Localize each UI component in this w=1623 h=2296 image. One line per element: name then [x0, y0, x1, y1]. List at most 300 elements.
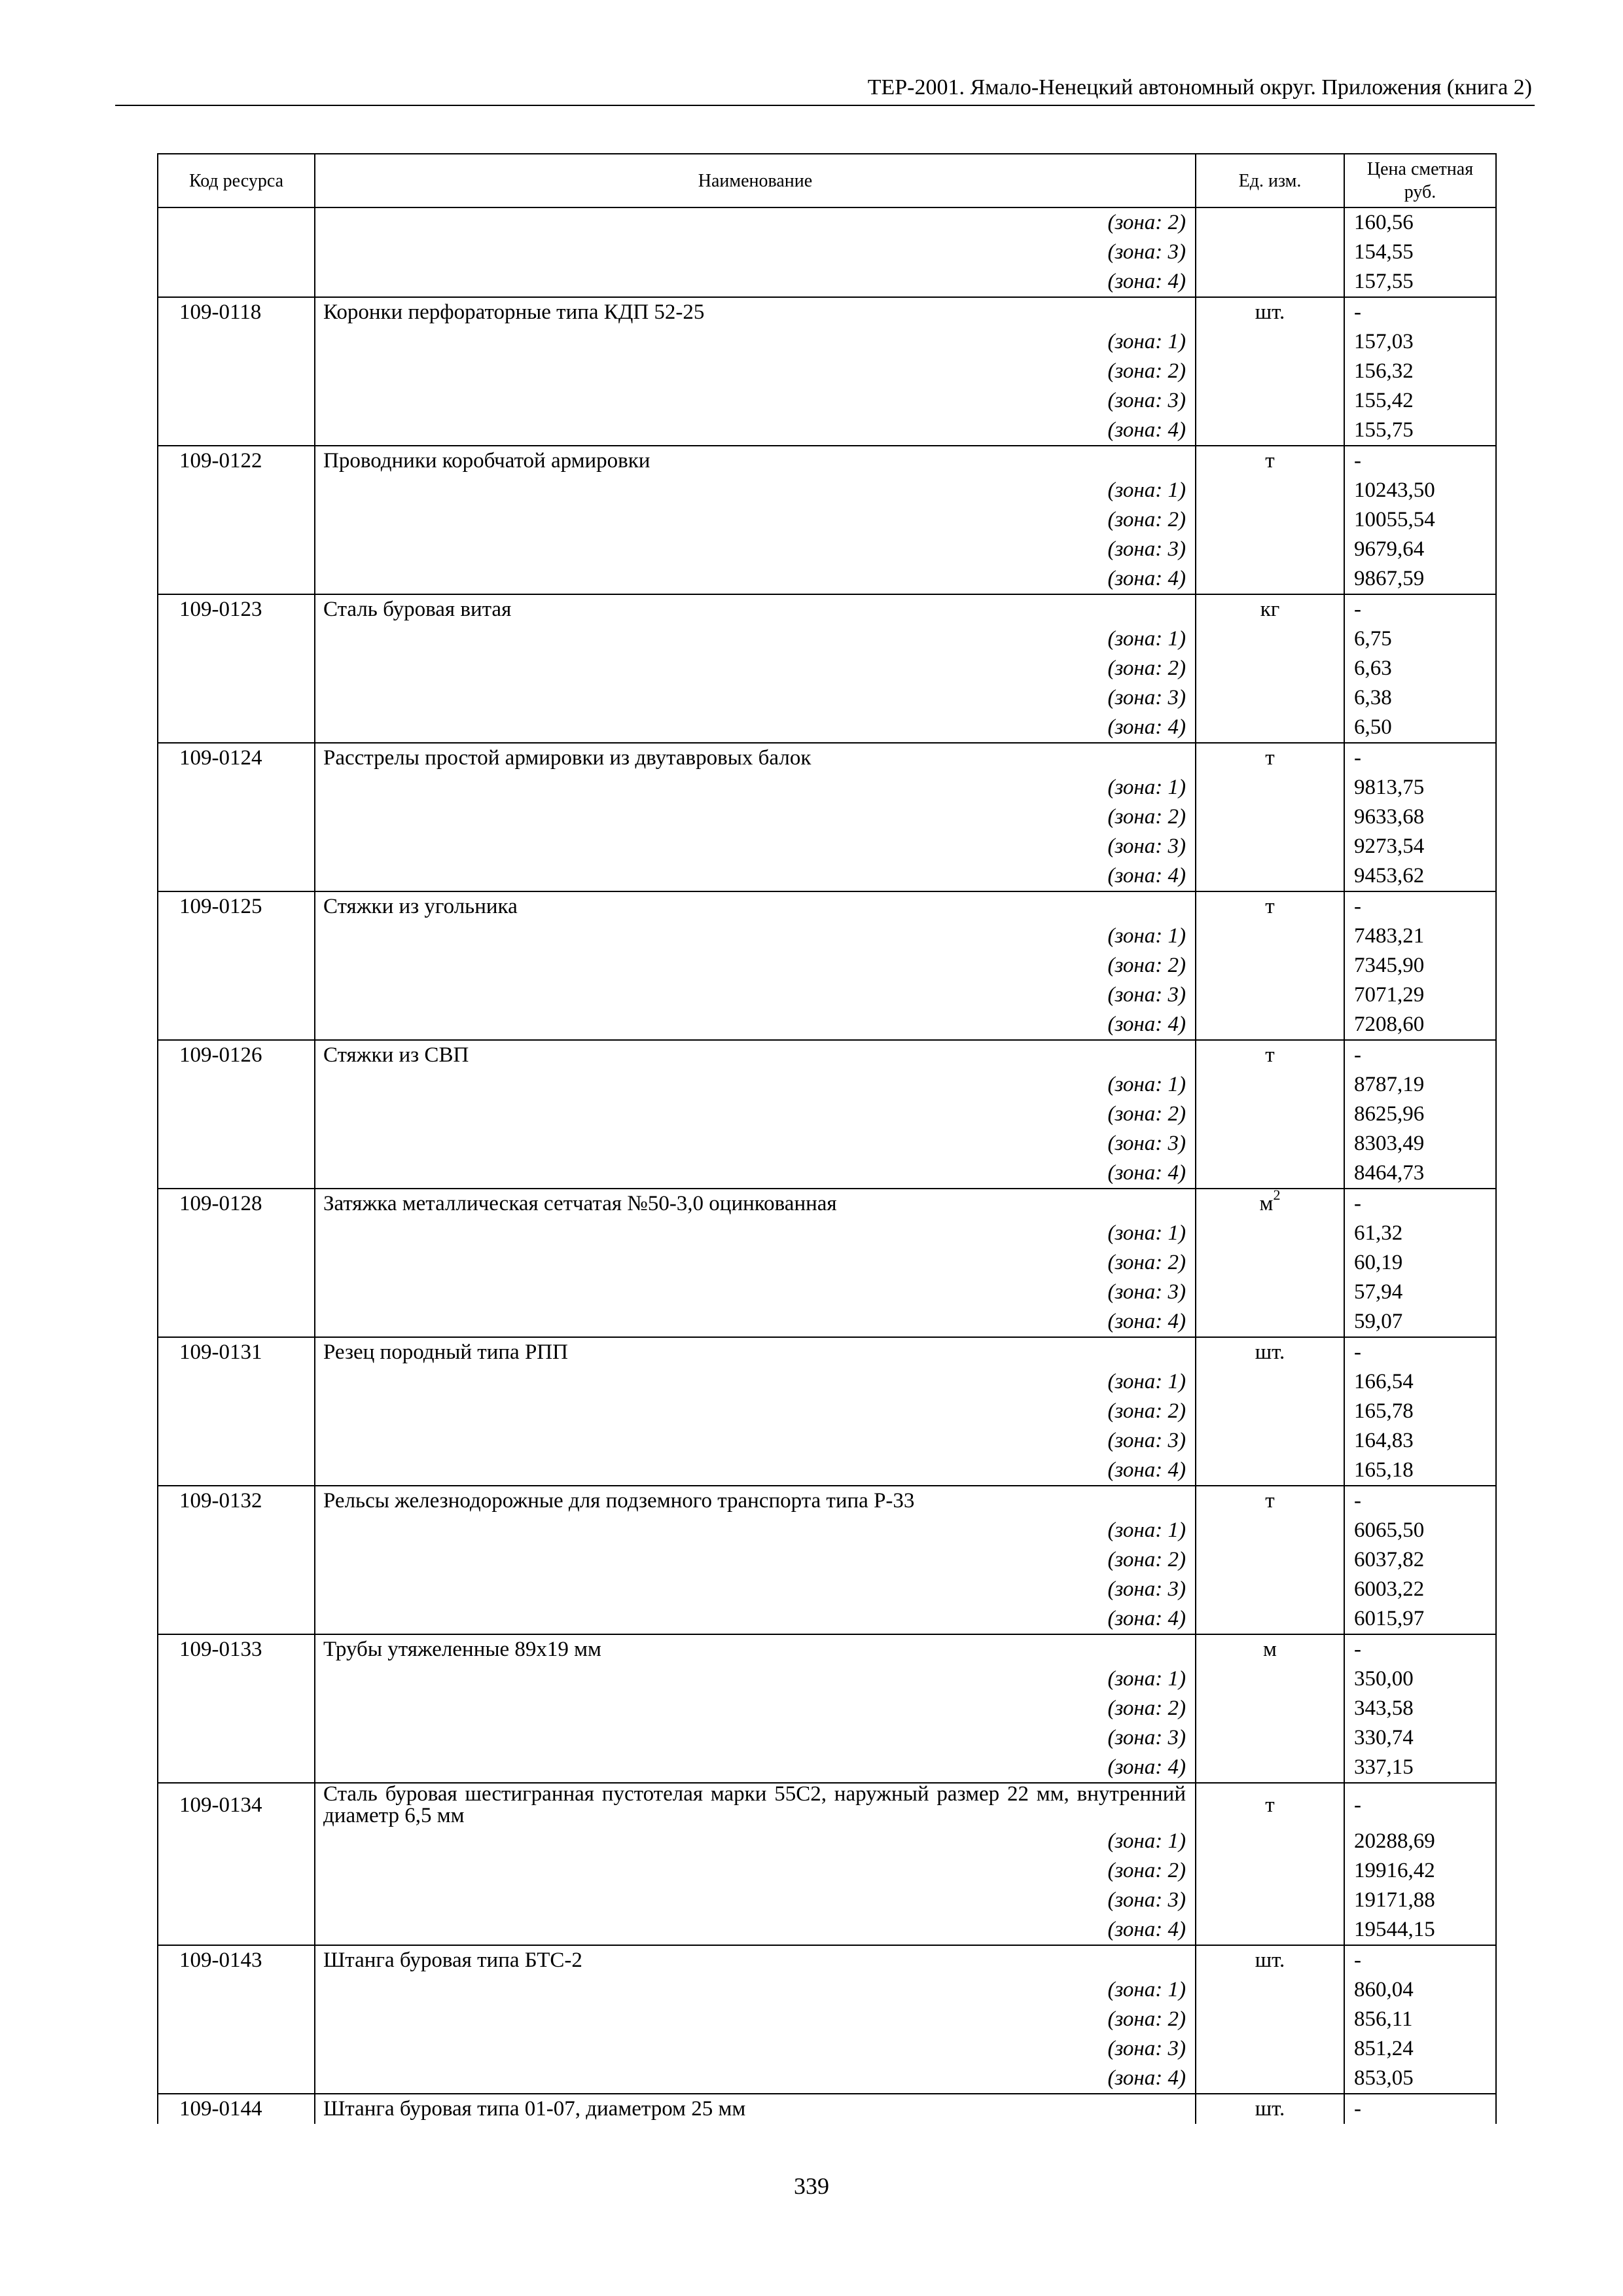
unit-text: т — [1265, 1043, 1275, 1067]
price-value: 164,83 — [1344, 1426, 1496, 1456]
resource-code-cell — [158, 1664, 315, 1694]
resource-code-cell — [158, 1827, 315, 1856]
unit-cell — [1196, 1129, 1344, 1158]
unit-text: т — [1265, 746, 1275, 770]
unit-cell — [1196, 922, 1344, 951]
table-row — [158, 1783, 1496, 1827]
resource-code-cell — [158, 1129, 315, 1158]
unit-cell — [1196, 1278, 1344, 1307]
zone-label: (зона: 4) — [315, 1158, 1196, 1189]
unit-text: шт. — [1255, 1948, 1285, 1972]
table-row — [158, 1975, 1496, 2005]
resource-code-cell — [158, 1307, 315, 1337]
resource-code: 109-0123 — [158, 594, 315, 624]
table-row — [158, 238, 1496, 267]
resource-code: 109-0144 — [158, 2094, 315, 2124]
unit-value — [1196, 1486, 1344, 1516]
zone-label: (зона: 1) — [315, 1367, 1196, 1397]
resource-code: 109-0125 — [158, 891, 315, 922]
zone-label: (зона: 2) — [315, 505, 1196, 535]
table-row — [158, 327, 1496, 357]
price-value: 851,24 — [1344, 2034, 1496, 2064]
unit-text: м — [1263, 1638, 1277, 1661]
unit-superscript: 2 — [1273, 1187, 1281, 1203]
price-value: 19916,42 — [1344, 1856, 1496, 1886]
price-value: 6,38 — [1344, 683, 1496, 713]
running-header — [115, 71, 1535, 106]
unit-value — [1196, 891, 1344, 922]
resource-code-cell — [158, 1975, 315, 2005]
zone-label: (зона: 3) — [315, 1575, 1196, 1604]
unit-cell — [1196, 1975, 1344, 2005]
resource-code-cell — [158, 2005, 315, 2034]
zone-label: (зона: 4) — [315, 267, 1196, 297]
table-row — [158, 922, 1496, 951]
zone-label: (зона: 1) — [315, 1664, 1196, 1694]
resource-name: Сталь буровая шестигранная пустотелая марки 55С2, наружный размер 22 мм, внутренний диаметр 6,5 мм — [315, 1783, 1196, 1827]
price-value: 9633,68 — [1344, 802, 1496, 832]
unit-cell — [1196, 1397, 1344, 1426]
resource-code-cell — [158, 1219, 315, 1248]
table-row — [158, 743, 1496, 773]
zone-label: (зона: 3) — [315, 1426, 1196, 1456]
unit-value — [1196, 1337, 1344, 1367]
resource-code-cell — [158, 1516, 315, 1545]
resource-code-cell — [158, 802, 315, 832]
table-row — [158, 980, 1496, 1010]
price-value: - — [1344, 891, 1496, 922]
header-title: ТЕР-2001. Ямало-Ненецкий автономный округ. Приложения (книга 2) — [867, 75, 1532, 99]
unit-value — [1196, 743, 1344, 773]
resource-code-cell — [158, 832, 315, 861]
resource-code-cell — [158, 1278, 315, 1307]
unit-cell — [1196, 1307, 1344, 1337]
zone-label: (зона: 1) — [315, 1516, 1196, 1545]
unit-cell — [1196, 386, 1344, 416]
unit-cell — [1196, 1070, 1344, 1100]
column-header-code: Код ресурса — [158, 154, 315, 207]
unit-cell — [1196, 1367, 1344, 1397]
resource-code-cell — [158, 1545, 315, 1575]
zone-label: (зона: 3) — [315, 683, 1196, 713]
table-row — [158, 1367, 1496, 1397]
unit-cell — [1196, 1158, 1344, 1189]
zone-label: (зона: 1) — [315, 773, 1196, 802]
table-row — [158, 476, 1496, 505]
unit-cell — [1196, 2005, 1344, 2034]
table-row — [158, 802, 1496, 832]
resource-code-cell — [158, 1158, 315, 1189]
table-row — [158, 1426, 1496, 1456]
price-value: - — [1344, 297, 1496, 327]
zone-label: (зона: 4) — [315, 1456, 1196, 1486]
zone-label: (зона: 3) — [315, 832, 1196, 861]
table-row — [158, 1753, 1496, 1783]
resource-code-cell — [158, 267, 315, 297]
price-value: - — [1344, 743, 1496, 773]
resource-code-cell — [158, 980, 315, 1010]
resource-code: 109-0143 — [158, 1945, 315, 1975]
zone-label: (зона: 3) — [315, 535, 1196, 564]
resource-name: Штанга буровая типа БТС-2 — [315, 1945, 1196, 1975]
unit-cell — [1196, 951, 1344, 980]
price-value: 6,50 — [1344, 713, 1496, 743]
zone-label: (зона: 3) — [315, 1886, 1196, 1915]
resource-name: Стяжки из СВП — [315, 1040, 1196, 1070]
price-value: 6,63 — [1344, 654, 1496, 683]
table-row — [158, 297, 1496, 327]
resource-code-cell — [158, 327, 315, 357]
table-row — [158, 832, 1496, 861]
table-row — [158, 1827, 1496, 1856]
zone-label: (зона: 4) — [315, 564, 1196, 594]
unit-text: шт. — [1255, 1340, 1285, 1364]
price-value: 330,74 — [1344, 1723, 1496, 1753]
price-value: - — [1344, 1634, 1496, 1664]
unit-cell — [1196, 327, 1344, 357]
page-number: 339 — [794, 2173, 829, 2199]
price-value: 10055,54 — [1344, 505, 1496, 535]
price-value: 60,19 — [1344, 1248, 1496, 1278]
table-row — [158, 357, 1496, 386]
unit-cell — [1196, 357, 1344, 386]
table-row — [158, 1070, 1496, 1100]
resource-name: Коронки перфораторные типа КДП 52-25 — [315, 297, 1196, 327]
price-value: 8787,19 — [1344, 1070, 1496, 1100]
price-value: 155,75 — [1344, 416, 1496, 446]
unit-text: шт. — [1255, 300, 1285, 324]
unit-value — [1196, 1040, 1344, 1070]
unit-cell — [1196, 1248, 1344, 1278]
table-row — [158, 564, 1496, 594]
table-row — [158, 1278, 1496, 1307]
table-row — [158, 1010, 1496, 1040]
table-row — [158, 1100, 1496, 1129]
table-row — [158, 1945, 1496, 1975]
zone-label: (зона: 4) — [315, 713, 1196, 743]
zone-label: (зона: 2) — [315, 1100, 1196, 1129]
table-row — [158, 2094, 1496, 2124]
resource-code: 109-0124 — [158, 743, 315, 773]
price-value: 155,42 — [1344, 386, 1496, 416]
price-value: 6,75 — [1344, 624, 1496, 654]
price-value: 8303,49 — [1344, 1129, 1496, 1158]
zone-label: (зона: 2) — [315, 1856, 1196, 1886]
unit-cell — [1196, 1604, 1344, 1634]
resource-code-cell — [158, 1070, 315, 1100]
resource-code-cell — [158, 207, 315, 238]
unit-text: т — [1265, 1489, 1275, 1513]
price-value: 6037,82 — [1344, 1545, 1496, 1575]
price-value: 9453,62 — [1344, 861, 1496, 891]
table-row — [158, 1694, 1496, 1723]
table-row — [158, 1486, 1496, 1516]
resource-code: 109-0126 — [158, 1040, 315, 1070]
unit-cell — [1196, 861, 1344, 891]
table-row — [158, 1545, 1496, 1575]
price-value: 9273,54 — [1344, 832, 1496, 861]
price-value: 57,94 — [1344, 1278, 1496, 1307]
table-row — [158, 1634, 1496, 1664]
zone-label: (зона: 1) — [315, 1975, 1196, 2005]
resource-name: Проводники коробчатой армировки — [315, 446, 1196, 476]
table-header-row — [158, 154, 1496, 207]
zone-label: (зона: 2) — [315, 1248, 1196, 1278]
table-row — [158, 1219, 1496, 1248]
resource-name: Резец породный типа РПП — [315, 1337, 1196, 1367]
price-value: 7483,21 — [1344, 922, 1496, 951]
resource-code: 109-0131 — [158, 1337, 315, 1367]
resource-code-cell — [158, 1723, 315, 1753]
unit-cell — [1196, 1753, 1344, 1783]
resource-code-cell — [158, 1694, 315, 1723]
table-row — [158, 713, 1496, 743]
unit-cell — [1196, 2064, 1344, 2094]
table-row — [158, 773, 1496, 802]
resource-code-cell — [158, 564, 315, 594]
table-row — [158, 416, 1496, 446]
unit-cell — [1196, 980, 1344, 1010]
zone-label: (зона: 2) — [315, 1545, 1196, 1575]
zone-label: (зона: 2) — [315, 1397, 1196, 1426]
resource-code-cell — [158, 1367, 315, 1397]
resource-code-cell — [158, 1575, 315, 1604]
resource-code-cell — [158, 1915, 315, 1945]
table-row — [158, 1723, 1496, 1753]
price-value: 337,15 — [1344, 1753, 1496, 1783]
zone-label: (зона: 4) — [315, 1010, 1196, 1040]
price-value: 856,11 — [1344, 2005, 1496, 2034]
price-value: - — [1344, 1945, 1496, 1975]
price-value: 19171,88 — [1344, 1886, 1496, 1915]
price-value: 6015,97 — [1344, 1604, 1496, 1634]
resource-price-table — [157, 153, 1497, 2124]
price-value: 6065,50 — [1344, 1516, 1496, 1545]
zone-label: (зона: 3) — [315, 2034, 1196, 2064]
unit-cell — [1196, 713, 1344, 743]
zone-label: (зона: 2) — [315, 357, 1196, 386]
resource-code: 109-0122 — [158, 446, 315, 476]
table-row — [158, 2064, 1496, 2094]
zone-label: (зона: 3) — [315, 1278, 1196, 1307]
price-value: 166,54 — [1344, 1367, 1496, 1397]
table-row — [158, 1040, 1496, 1070]
zone-label: (зона: 1) — [315, 1219, 1196, 1248]
resource-name: Рельсы железнодорожные для подземного транспорта типа Р-33 — [315, 1486, 1196, 1516]
zone-label: (зона: 4) — [315, 1753, 1196, 1783]
zone-label: (зона: 2) — [315, 2005, 1196, 2034]
resource-code-cell — [158, 861, 315, 891]
zone-label: (зона: 2) — [315, 207, 1196, 238]
unit-cell — [1196, 1219, 1344, 1248]
price-value: 165,18 — [1344, 1456, 1496, 1486]
resource-code-cell — [158, 476, 315, 505]
zone-label: (зона: 2) — [315, 1694, 1196, 1723]
price-value: 860,04 — [1344, 1975, 1496, 2005]
price-value: 160,56 — [1344, 207, 1496, 238]
unit-text: т — [1265, 895, 1275, 918]
price-value: 7208,60 — [1344, 1010, 1496, 1040]
price-value: 343,58 — [1344, 1694, 1496, 1723]
zone-label: (зона: 1) — [315, 476, 1196, 505]
table-row — [158, 891, 1496, 922]
table-row — [158, 1248, 1496, 1278]
resource-code-cell — [158, 1100, 315, 1129]
table-row — [158, 1915, 1496, 1945]
resource-code-cell — [158, 922, 315, 951]
zone-label: (зона: 4) — [315, 1604, 1196, 1634]
unit-cell — [1196, 1545, 1344, 1575]
resource-code-cell — [158, 535, 315, 564]
table-row — [158, 654, 1496, 683]
price-value: 59,07 — [1344, 1307, 1496, 1337]
zone-label: (зона: 1) — [315, 624, 1196, 654]
resource-code-cell — [158, 683, 315, 713]
unit-cell — [1196, 564, 1344, 594]
table-row — [158, 861, 1496, 891]
unit-cell — [1196, 773, 1344, 802]
column-header-name: Наименование — [315, 154, 1196, 207]
resource-code: 109-0118 — [158, 297, 315, 327]
price-value: - — [1344, 1189, 1496, 1219]
zone-label: (зона: 2) — [315, 951, 1196, 980]
zone-label: (зона: 4) — [315, 416, 1196, 446]
unit-cell — [1196, 416, 1344, 446]
table-row — [158, 1664, 1496, 1694]
table-row — [158, 1575, 1496, 1604]
resource-name: Трубы утяжеленные 89х19 мм — [315, 1634, 1196, 1664]
zone-label: (зона: 4) — [315, 1307, 1196, 1337]
table-row — [158, 207, 1496, 238]
unit-text: т — [1265, 449, 1275, 473]
resource-code-cell — [158, 773, 315, 802]
price-value: 9679,64 — [1344, 535, 1496, 564]
resource-code-cell — [158, 386, 315, 416]
unit-cell — [1196, 1575, 1344, 1604]
resource-code-cell — [158, 1604, 315, 1634]
resource-code: 109-0134 — [158, 1783, 315, 1827]
unit-cell — [1196, 1010, 1344, 1040]
zone-label: (зона: 1) — [315, 1070, 1196, 1100]
unit-value — [1196, 297, 1344, 327]
price-value: 7071,29 — [1344, 980, 1496, 1010]
table-row — [158, 1337, 1496, 1367]
table-row — [158, 2005, 1496, 2034]
price-value: 156,32 — [1344, 357, 1496, 386]
unit-cell — [1196, 1723, 1344, 1753]
resource-code-cell — [158, 713, 315, 743]
zone-label: (зона: 1) — [315, 1827, 1196, 1856]
unit-cell — [1196, 802, 1344, 832]
table-row — [158, 1158, 1496, 1189]
resource-code-cell — [158, 624, 315, 654]
resource-code-cell — [158, 1426, 315, 1456]
table-row — [158, 1856, 1496, 1886]
zone-label: (зона: 4) — [315, 2064, 1196, 2094]
resource-code-cell — [158, 357, 315, 386]
table-row — [158, 594, 1496, 624]
unit-cell — [1196, 1456, 1344, 1486]
resource-name: Стяжки из угольника — [315, 891, 1196, 922]
resource-code-cell — [158, 1856, 315, 1886]
unit-value — [1196, 1634, 1344, 1664]
table-row — [158, 267, 1496, 297]
price-value: 157,55 — [1344, 267, 1496, 297]
unit-cell — [1196, 1100, 1344, 1129]
unit-cell — [1196, 1827, 1344, 1856]
zone-label: (зона: 3) — [315, 238, 1196, 267]
unit-cell — [1196, 1915, 1344, 1945]
zone-label: (зона: 1) — [315, 922, 1196, 951]
price-value: - — [1344, 1486, 1496, 1516]
resource-name: Затяжка металлическая сетчатая №50-3,0 оцинкованная — [315, 1189, 1196, 1219]
zone-label: (зона: 4) — [315, 1915, 1196, 1945]
price-value: - — [1344, 594, 1496, 624]
resource-code-cell — [158, 951, 315, 980]
unit-cell — [1196, 1516, 1344, 1545]
table-row — [158, 535, 1496, 564]
resource-code-cell — [158, 1886, 315, 1915]
unit-cell — [1196, 267, 1344, 297]
resource-code-cell — [158, 238, 315, 267]
resource-code-cell — [158, 1010, 315, 1040]
unit-cell — [1196, 207, 1344, 238]
resource-code: 109-0128 — [158, 1189, 315, 1219]
unit-cell — [1196, 654, 1344, 683]
price-value: - — [1344, 1783, 1496, 1827]
zone-label: (зона: 3) — [315, 1723, 1196, 1753]
table-row — [158, 624, 1496, 654]
table-row — [158, 1456, 1496, 1486]
table-row — [158, 1397, 1496, 1426]
price-value: - — [1344, 446, 1496, 476]
price-value: - — [1344, 1337, 1496, 1367]
price-value: 157,03 — [1344, 327, 1496, 357]
resource-code-cell — [158, 1753, 315, 1783]
unit-text: шт. — [1255, 2097, 1285, 2121]
price-value: 61,32 — [1344, 1219, 1496, 1248]
unit-cell — [1196, 1856, 1344, 1886]
unit-cell — [1196, 505, 1344, 535]
unit-value — [1196, 1945, 1344, 1975]
column-header-price: Цена сметная руб. — [1344, 154, 1496, 207]
unit-cell — [1196, 624, 1344, 654]
table-row — [158, 683, 1496, 713]
price-value: 10243,50 — [1344, 476, 1496, 505]
price-value: 9813,75 — [1344, 773, 1496, 802]
zone-label: (зона: 3) — [315, 980, 1196, 1010]
price-value: 853,05 — [1344, 2064, 1496, 2094]
unit-cell — [1196, 2034, 1344, 2064]
price-value: 19544,15 — [1344, 1915, 1496, 1945]
unit-cell — [1196, 476, 1344, 505]
unit-value — [1196, 594, 1344, 624]
unit-value — [1196, 1783, 1344, 1827]
zone-label: (зона: 2) — [315, 654, 1196, 683]
table-row — [158, 505, 1496, 535]
unit-text: м — [1259, 1192, 1274, 1215]
resource-code-cell — [158, 1397, 315, 1426]
resource-code-cell — [158, 1456, 315, 1486]
zone-label: (зона: 4) — [315, 861, 1196, 891]
table-row — [158, 951, 1496, 980]
zone-label: (зона: 2) — [315, 802, 1196, 832]
table-row — [158, 446, 1496, 476]
price-value: 8464,73 — [1344, 1158, 1496, 1189]
price-value: 154,55 — [1344, 238, 1496, 267]
resource-code: 109-0132 — [158, 1486, 315, 1516]
table-row — [158, 1189, 1496, 1219]
